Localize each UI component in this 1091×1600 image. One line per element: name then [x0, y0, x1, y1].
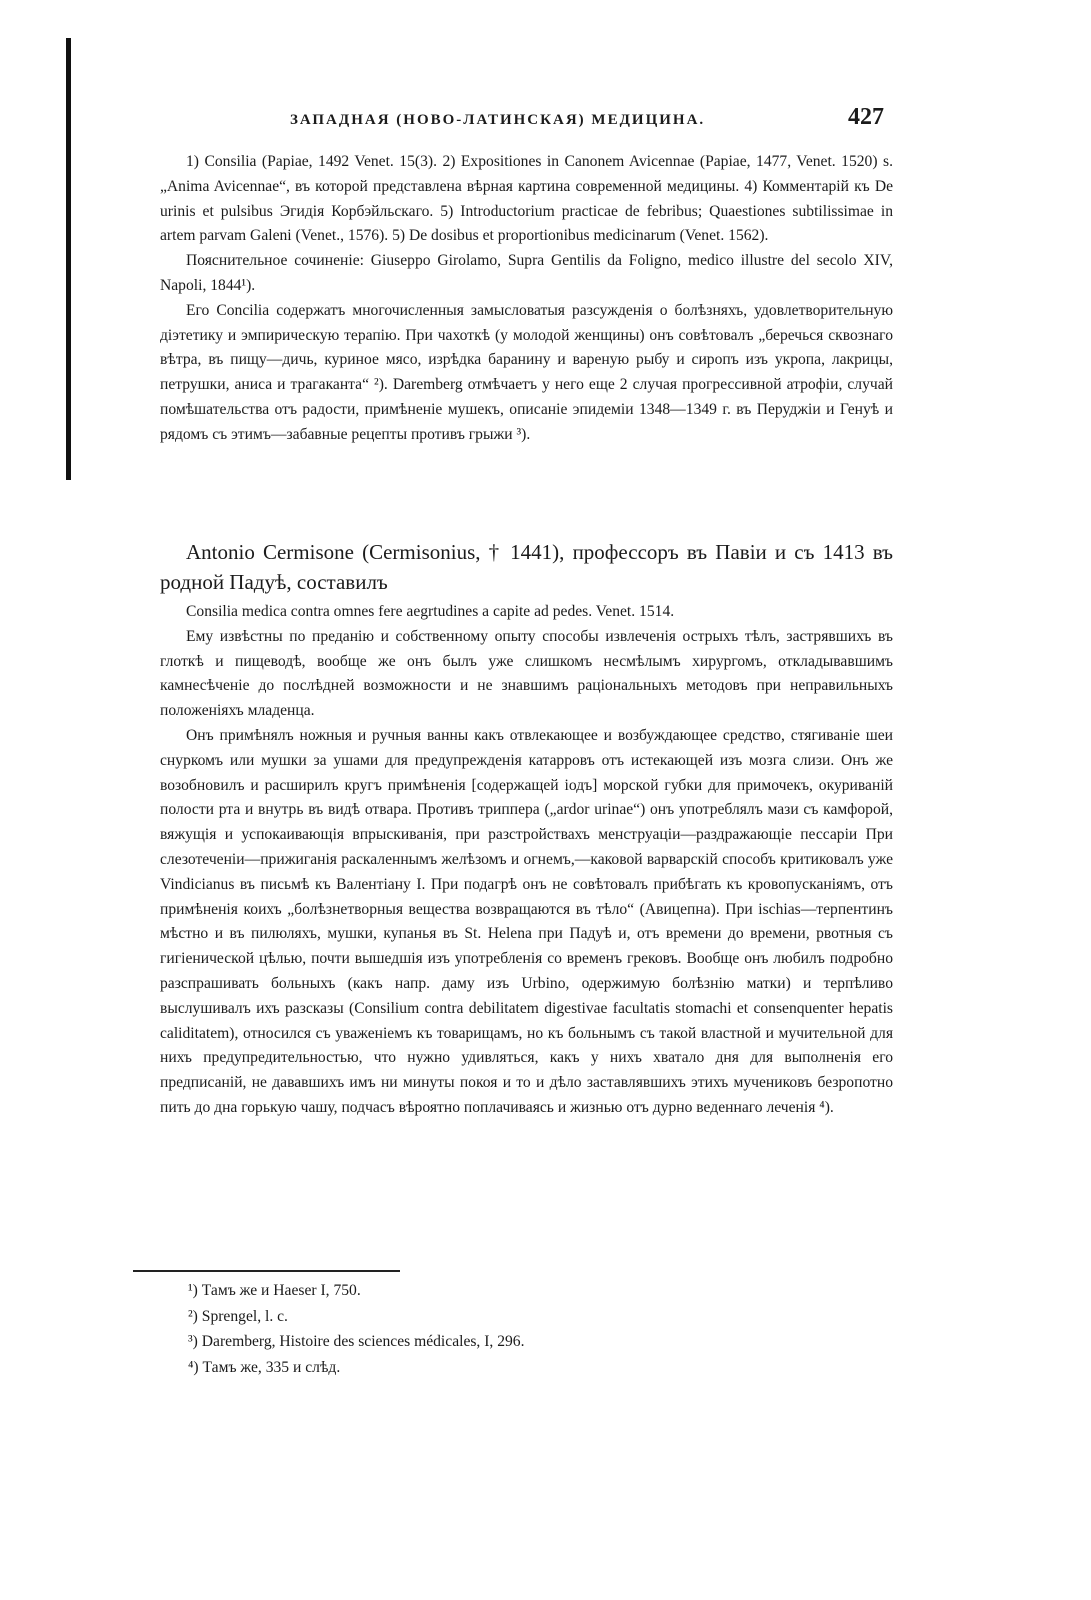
- footnote: ⁴) Тамъ же, 335 и слѣд.: [188, 1358, 341, 1376]
- section-heading: [160, 537, 893, 597]
- footnote: ²) Sprengel, l. c.: [188, 1307, 288, 1325]
- paragraph: Онъ примѣнялъ ножныя и ручныя ванны какъ отвлекающее и возбуждающее средство, стягиваніе шеи снуркомъ или мушки за ушами для предупрежденія катарровъ отъ истекающей изъ мозга слизи. Онъ же возобновилъ и расширилъ кругъ примѣненія [содержащей іодъ] морской губки для примочекъ, окуриваній полости рта и внутрь въ видѣ отвара. Противъ триппера („ardor urinae“) онъ употреблялъ мази съ камфорой, вяжущія и успокаивающія впрыскиванія, при разстройствахъ менструаціи—раздражающіе пессаріи При слезотеченіи—прижиганія раскаленнымъ желѣзомъ и огнемъ,—каковой варварскій способъ критиковалъ уже Vindicianus въ письмѣ къ Валентіану I. При подагрѣ онъ не совѣтовалъ прибѣгать къ кровопусканіямъ, отъ примѣненія коихъ „болѣзнетворныя вещества возвращаются въ тѣло“ (Авицепна). При ischias—терпентинъ мѣстно и въ пилюляхъ, мушки, купанья въ St. Helena при Падуѣ и, отъ времени до времени, рвотныя съ гигіенической цѣлью, почти вышедшія изъ употребленія со временъ грековъ. Вообще онъ любилъ подробно разспрашивать больныхъ (какъ напр. даму изъ Urbino, одержимую болѣзнію матки) и терпѣливо выслушивалъ ихъ разсказы (Consilium contra debilitatem digestivae facultatis stomachi et consenquenter hepatis caliditatem), относился съ уваженіемъ къ товарищамъ, но къ больнымъ съ такой властной и мучительной для нихъ предупредительностью, что нужно удивляться, какъ у нихъ хватало дня для выполненія его предписаній, не дававшихъ имъ ни минуты покоя и то и дѣло заставлявшихъ этихъ мучениковъ безропотно пить до дна горькую чашу, подчасъ вѣроятно поплачиваясь и жизнью отъ дурно веденнаго леченія ⁴).: [160, 726, 893, 1116]
- gentile-section: [160, 150, 893, 448]
- footnote: ¹) Тамъ же и Haeser I, 750.: [188, 1282, 361, 1299]
- paragraph: Ему извѣстны по преданію и собственному опыту способы извлеченія острыхъ тѣлъ, застрявшихъ въ глоткѣ и пищеводѣ, вообще же онъ былъ уже слишкомъ несмѣлымъ хирургомъ, откладывавшимъ камнесѣченіе до послѣдней возможности и не знавшимъ раціональныхъ методовъ при неправильныхъ положеніяхъ младенца.: [160, 627, 893, 720]
- running-head: ЗАПАДНАЯ (НОВО-ЛАТИНСКАЯ) МЕДИЦИНА.: [290, 112, 706, 128]
- paragraph: Его Concilia содержатъ многочисленныя замысловатыя разсужденія о болѣзняхъ, удовлетворительную діэтетику и эмпирическую терапію. При чахоткѣ (у молодой женщины) онъ совѣтовалъ „беречься сквознаго вѣтра, въ пищу—дичь, куриное мясо, изрѣдка баранину и вареную рыбу и сиропъ изъ укропа, лакрицы, петрушки, аниса и трагаканта“ ²). Daremberg отмѣчаетъ у него еще 2 случая прогрессивной атрофіи, случай помѣшательства отъ радости, примѣненіе мушекъ, описаніе эпидеміи 1348—1349 г. въ Перуджіи и Генуѣ и рядомъ съ этимъ—забавные рецепты противъ грыжи ³).: [160, 301, 893, 443]
- footnotes: [188, 1278, 788, 1380]
- paragraph: Пояснительное сочиненіе: Giuseppo Girolamo, Supra Gentilis da Foligno, medico illustre del secolo XIV, Napoli, 1844¹).: [160, 252, 893, 294]
- cermisone-section: [160, 600, 893, 1121]
- paragraph: 1) Consilia (Papiae, 1492 Venet. 15(3). 2) Expositiones in Canonem Avicennae (Papiae, 1477, Venet. 1520) s. „Anima Avicennae“, въ которой представлена вѣрная картина современной медицины. 4) Комментарiй къ De urinis et pulsibus Эгидія Корбэйльскаго. 5) Introductorium practicae de febribus; Quaestiones subtilissimae in artem parvam Galeni (Venet., 1576). 5) De dosibus et proportionibus medicinarum (Venet. 1562).: [160, 153, 893, 245]
- footnote-divider: [133, 1270, 400, 1272]
- heading-paragraph: Antonio Cermisone (Cermisonius, † 1441), профессоръ въ Павіи и съ 1413 въ родной Падуѣ, составилъ: [160, 540, 893, 594]
- paragraph: Consilia medica contra omnes fere aegrtudines a capite ad pedes. Venet. 1514.: [186, 603, 675, 620]
- footnote: ³) Daremberg, Histoire des sciences médicales, I, 296.: [188, 1333, 525, 1350]
- page-number: 427: [848, 104, 884, 130]
- page-edge-bar: [66, 38, 71, 480]
